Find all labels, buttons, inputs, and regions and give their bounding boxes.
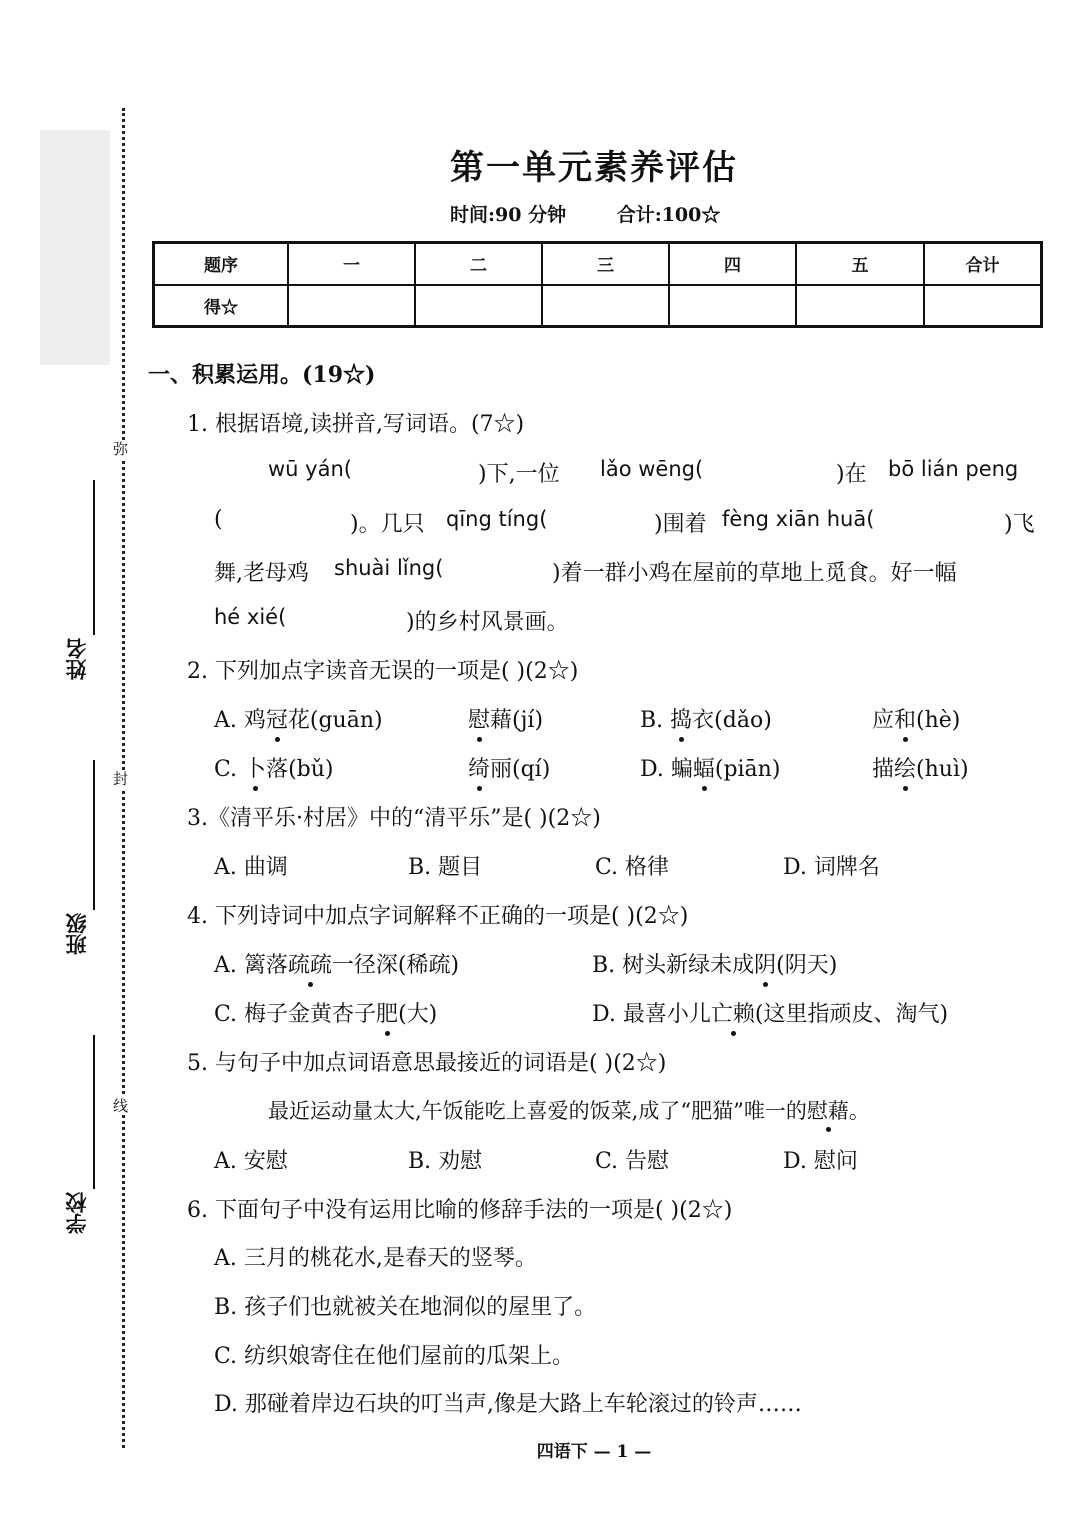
option-d[interactable] bbox=[640, 752, 780, 783]
score-cell[interactable] bbox=[415, 285, 542, 327]
dotted-char: 绮 bbox=[468, 757, 491, 782]
score-table bbox=[152, 241, 1043, 328]
option-suffix: (这里指顽皮、淘气) bbox=[754, 1002, 949, 1027]
option-prefix: A. 篱落 bbox=[214, 953, 288, 978]
q1-text: )着一群小鸡在屋前的草地上觅食。好一幅 bbox=[552, 561, 957, 586]
header-cell: 四 bbox=[669, 243, 796, 285]
score-cell[interactable] bbox=[669, 285, 796, 327]
option-a[interactable] bbox=[214, 703, 383, 734]
q5-sentence bbox=[268, 1095, 870, 1125]
option-prefix: D. 蝙 bbox=[640, 757, 693, 782]
option-c[interactable] bbox=[214, 752, 333, 783]
option-b-word-2 bbox=[872, 703, 960, 734]
score-cell[interactable] bbox=[542, 285, 669, 327]
option-suffix: (大) bbox=[398, 1002, 438, 1027]
score-cell[interactable] bbox=[288, 285, 415, 327]
q1-text: )飞 bbox=[1004, 512, 1035, 537]
option-suffix: (huì) bbox=[916, 757, 969, 782]
binding-mark-feng: 封 bbox=[113, 770, 129, 788]
score-table-header-row bbox=[154, 243, 1042, 285]
dotted-char: 捣 bbox=[670, 708, 693, 733]
section-heading: 一、积累运用。(19☆) bbox=[148, 362, 376, 388]
option-suffix: (阴天) bbox=[776, 953, 838, 978]
pinyin-prompt: qīng tíng( bbox=[446, 507, 548, 531]
option-b[interactable]: B. 孩子们也就被关在地洞似的屋里了。 bbox=[214, 1295, 597, 1320]
question-5-stem: 5. 与句子中加点词语意思最接近的词语是( )(2☆) bbox=[187, 1051, 667, 1076]
dotted-word: 肥 bbox=[376, 1002, 399, 1027]
question-2-stem: 2. 下列加点字读音无误的一项是( )(2☆) bbox=[187, 659, 579, 684]
dotted-char: 冠 bbox=[265, 708, 288, 733]
dotted-char: 卜 bbox=[244, 757, 267, 782]
option-b[interactable] bbox=[592, 948, 837, 979]
option-prefix: 描 bbox=[872, 757, 895, 782]
binding-mark-mi: 弥 bbox=[113, 440, 129, 458]
header-cell: 合计 bbox=[924, 243, 1042, 285]
option-suffix: (hè) bbox=[916, 708, 961, 733]
option-suffix: 一径深(稀疏) bbox=[331, 953, 460, 978]
score-table-score-row bbox=[154, 285, 1042, 327]
option-b[interactable] bbox=[640, 703, 772, 734]
option-prefix: D. 最喜小儿 bbox=[592, 1002, 711, 1027]
exam-info bbox=[450, 200, 764, 227]
option-a[interactable]: A. 曲调 bbox=[214, 855, 288, 880]
class-label: 班级 bbox=[64, 913, 89, 955]
option-prefix: B. bbox=[640, 708, 671, 733]
option-suffix: 藉(jí) bbox=[490, 708, 544, 733]
name-label: 姓名 bbox=[64, 638, 89, 680]
option-d[interactable]: D. 那碰着岸边石块的叮当声,像是大路上车轮滚过的铃声…… bbox=[214, 1392, 802, 1417]
pinyin-prompt: wū yán( bbox=[268, 457, 352, 481]
school-label: 学校 bbox=[64, 1192, 89, 1234]
pinyin-prompt: fèng xiān huā( bbox=[722, 507, 875, 531]
option-c[interactable] bbox=[214, 997, 437, 1028]
page-footer: 四语下 — 1 — bbox=[536, 1442, 652, 1462]
option-a[interactable]: A. 安慰 bbox=[214, 1149, 288, 1174]
q1-text: )在 bbox=[836, 462, 867, 487]
q1-text: 舞,老母鸡 bbox=[214, 561, 309, 586]
option-suffix: 落(bǔ) bbox=[266, 757, 334, 782]
option-d-word-2 bbox=[872, 752, 969, 783]
pinyin-prompt: shuài lǐng( bbox=[334, 556, 444, 580]
total-score: 合计:100☆ bbox=[616, 204, 721, 226]
option-suffix: (piān) bbox=[714, 757, 781, 782]
q1-text: )。几只 bbox=[350, 512, 425, 537]
name-blank[interactable] bbox=[93, 480, 95, 635]
option-b[interactable]: B. 劝慰 bbox=[408, 1149, 483, 1174]
sentence-end: 。 bbox=[848, 1099, 870, 1123]
pinyin-prompt: hé xié( bbox=[214, 605, 287, 629]
dotted-word: 亡赖 bbox=[710, 1002, 755, 1027]
option-c-word-2 bbox=[468, 752, 550, 783]
option-a-word-2 bbox=[468, 703, 543, 734]
option-suffix: 衣(dǎo) bbox=[692, 708, 772, 733]
header-cell: 五 bbox=[796, 243, 924, 285]
header-cell: 题序 bbox=[154, 243, 289, 285]
option-prefix: 应 bbox=[872, 708, 895, 733]
option-prefix: C. bbox=[214, 757, 245, 782]
score-cell[interactable] bbox=[796, 285, 924, 327]
option-prefix: A. 鸡 bbox=[214, 708, 266, 733]
option-c[interactable]: C. 纺织娘寄住在他们屋前的瓜架上。 bbox=[214, 1344, 575, 1369]
option-d[interactable]: D. 慰问 bbox=[783, 1149, 858, 1174]
option-suffix: 丽(qí) bbox=[490, 757, 551, 782]
time-limit: 时间:90 分钟 bbox=[450, 204, 567, 226]
option-c[interactable]: C. 格律 bbox=[595, 855, 670, 880]
sentence-text: 最近运动量太大,午饭能吃上喜爱的饭菜,成了“肥猫”唯一的 bbox=[268, 1099, 807, 1123]
pinyin-prompt: bō lián peng bbox=[888, 457, 1019, 481]
dotted-char: 蝠 bbox=[692, 757, 715, 782]
q1-text: )围着 bbox=[654, 512, 707, 537]
score-cell[interactable] bbox=[924, 285, 1042, 327]
question-6-stem: 6. 下面句子中没有运用比喻的修辞手法的一项是( )(2☆) bbox=[187, 1198, 733, 1223]
dotted-char: 和 bbox=[894, 708, 917, 733]
binding-mark-xian: 线 bbox=[113, 1097, 129, 1115]
dotted-char: 慰 bbox=[468, 708, 491, 733]
option-b[interactable]: B. 题目 bbox=[408, 855, 483, 880]
option-prefix: B. 树头新绿未成 bbox=[592, 953, 755, 978]
dotted-word: 阴 bbox=[754, 953, 777, 978]
header-cell: 二 bbox=[415, 243, 542, 285]
q1-text: )下,一位 bbox=[478, 462, 560, 487]
class-blank[interactable] bbox=[93, 760, 95, 910]
option-a[interactable]: A. 三月的桃花水,是春天的竖琴。 bbox=[214, 1246, 537, 1271]
question-1-stem: 1. 根据语境,读拼音,写词语。(7☆) bbox=[187, 412, 525, 437]
option-suffix: 花(guān) bbox=[287, 708, 383, 733]
header-cell: 一 bbox=[288, 243, 415, 285]
question-4-stem: 4. 下列诗词中加点字词解释不正确的一项是( )(2☆) bbox=[187, 904, 689, 929]
pinyin-prompt: lǎo wēng( bbox=[600, 457, 704, 481]
option-d[interactable] bbox=[592, 997, 948, 1028]
dotted-word: 慰藉 bbox=[806, 1099, 849, 1123]
page-title: 第一单元素养评估 bbox=[450, 148, 738, 188]
option-d[interactable]: D. 词牌名 bbox=[783, 855, 880, 880]
row-label: 得☆ bbox=[154, 285, 289, 327]
q1-text: )的乡村风景画。 bbox=[406, 610, 569, 635]
header-cell: 三 bbox=[542, 243, 669, 285]
dotted-word: 疏疏 bbox=[287, 953, 332, 978]
school-blank[interactable] bbox=[93, 1035, 95, 1189]
option-prefix: C. 梅子金黄杏子 bbox=[214, 1002, 377, 1027]
option-a[interactable] bbox=[214, 948, 459, 979]
question-3-stem: 3.《清平乐·村居》中的“清平乐”是( )(2☆) bbox=[187, 806, 601, 831]
q1-text: ( bbox=[214, 507, 223, 532]
dotted-char: 绘 bbox=[894, 757, 917, 782]
option-c[interactable]: C. 告慰 bbox=[595, 1149, 670, 1174]
